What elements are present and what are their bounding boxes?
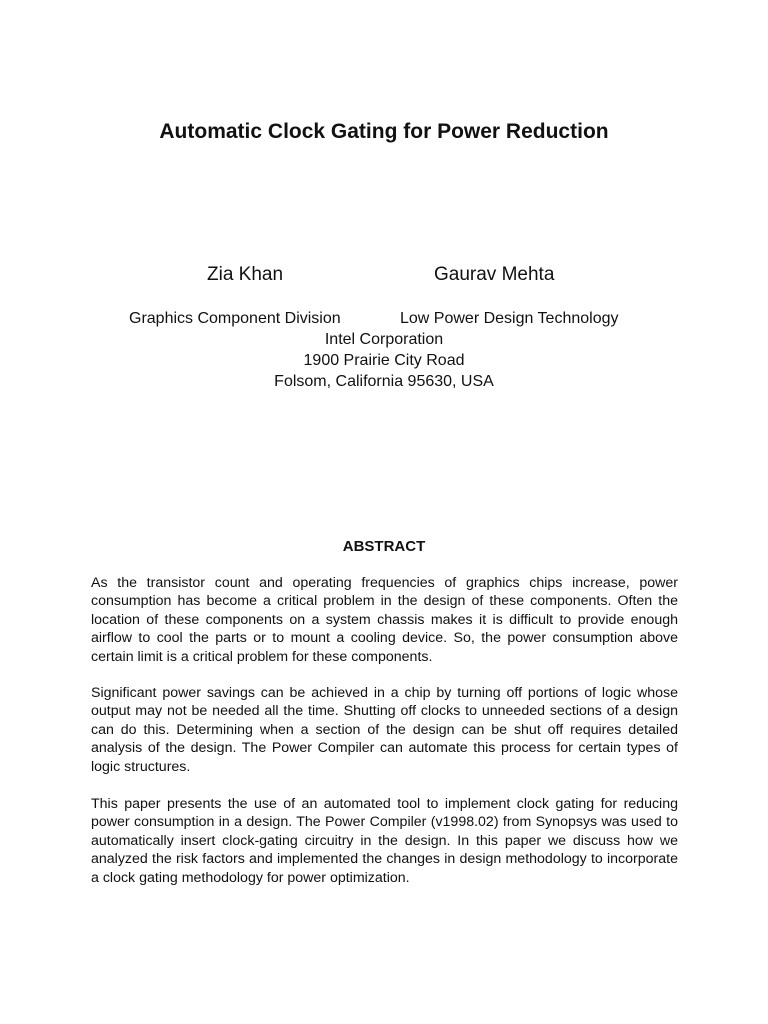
affiliation-division: Low Power Design Technology — [400, 310, 619, 327]
abstract-paragraph: Significant power savings can be achieved in a chip by turning off portions of logic whose output may not be needed all the time. Shutting off clocks to unneeded sections of a design can do this. Determining when a section of the design can be shut off requires detailed analysis of the design. The Power Compiler can automate this process for certain types of logic structures. — [91, 685, 678, 775]
affiliation-street: 1900 Prairie City Road — [303, 352, 465, 369]
abstract-heading: ABSTRACT — [342, 538, 426, 555]
abstract-paragraph: This paper presents the use of an automated tool to implement clock gating for reducing power consumption in a design. The Power Compiler (v1998.02) from Synopsys was used to automatically insert clock-gating circuitry in the design. In this paper we discuss how we analyzed the risk factors and implemented the changes in design methodology to incorporate a clock gating methodology for power optimization. — [91, 796, 678, 886]
author-name: Gaurav Mehta — [434, 264, 555, 285]
abstract-paragraph: As the transistor count and operating frequencies of graphics chips increase, power consumption has become a critical problem in the design of these components. Often the location of these components on a system chassis makes it is difficult to provide enough airflow to cool the parts or to mount a cooling device. So, the power consumption above certain limit is a critical problem for these components. — [91, 575, 678, 665]
paper-title: Automatic Clock Gating for Power Reduction — [159, 120, 609, 143]
affiliation-city: Folsom, California 95630, USA — [274, 373, 494, 390]
affiliation-organization: Intel Corporation — [324, 331, 444, 348]
author-name: Zia Khan — [207, 264, 284, 285]
affiliation-division: Graphics Component Division — [129, 310, 341, 327]
